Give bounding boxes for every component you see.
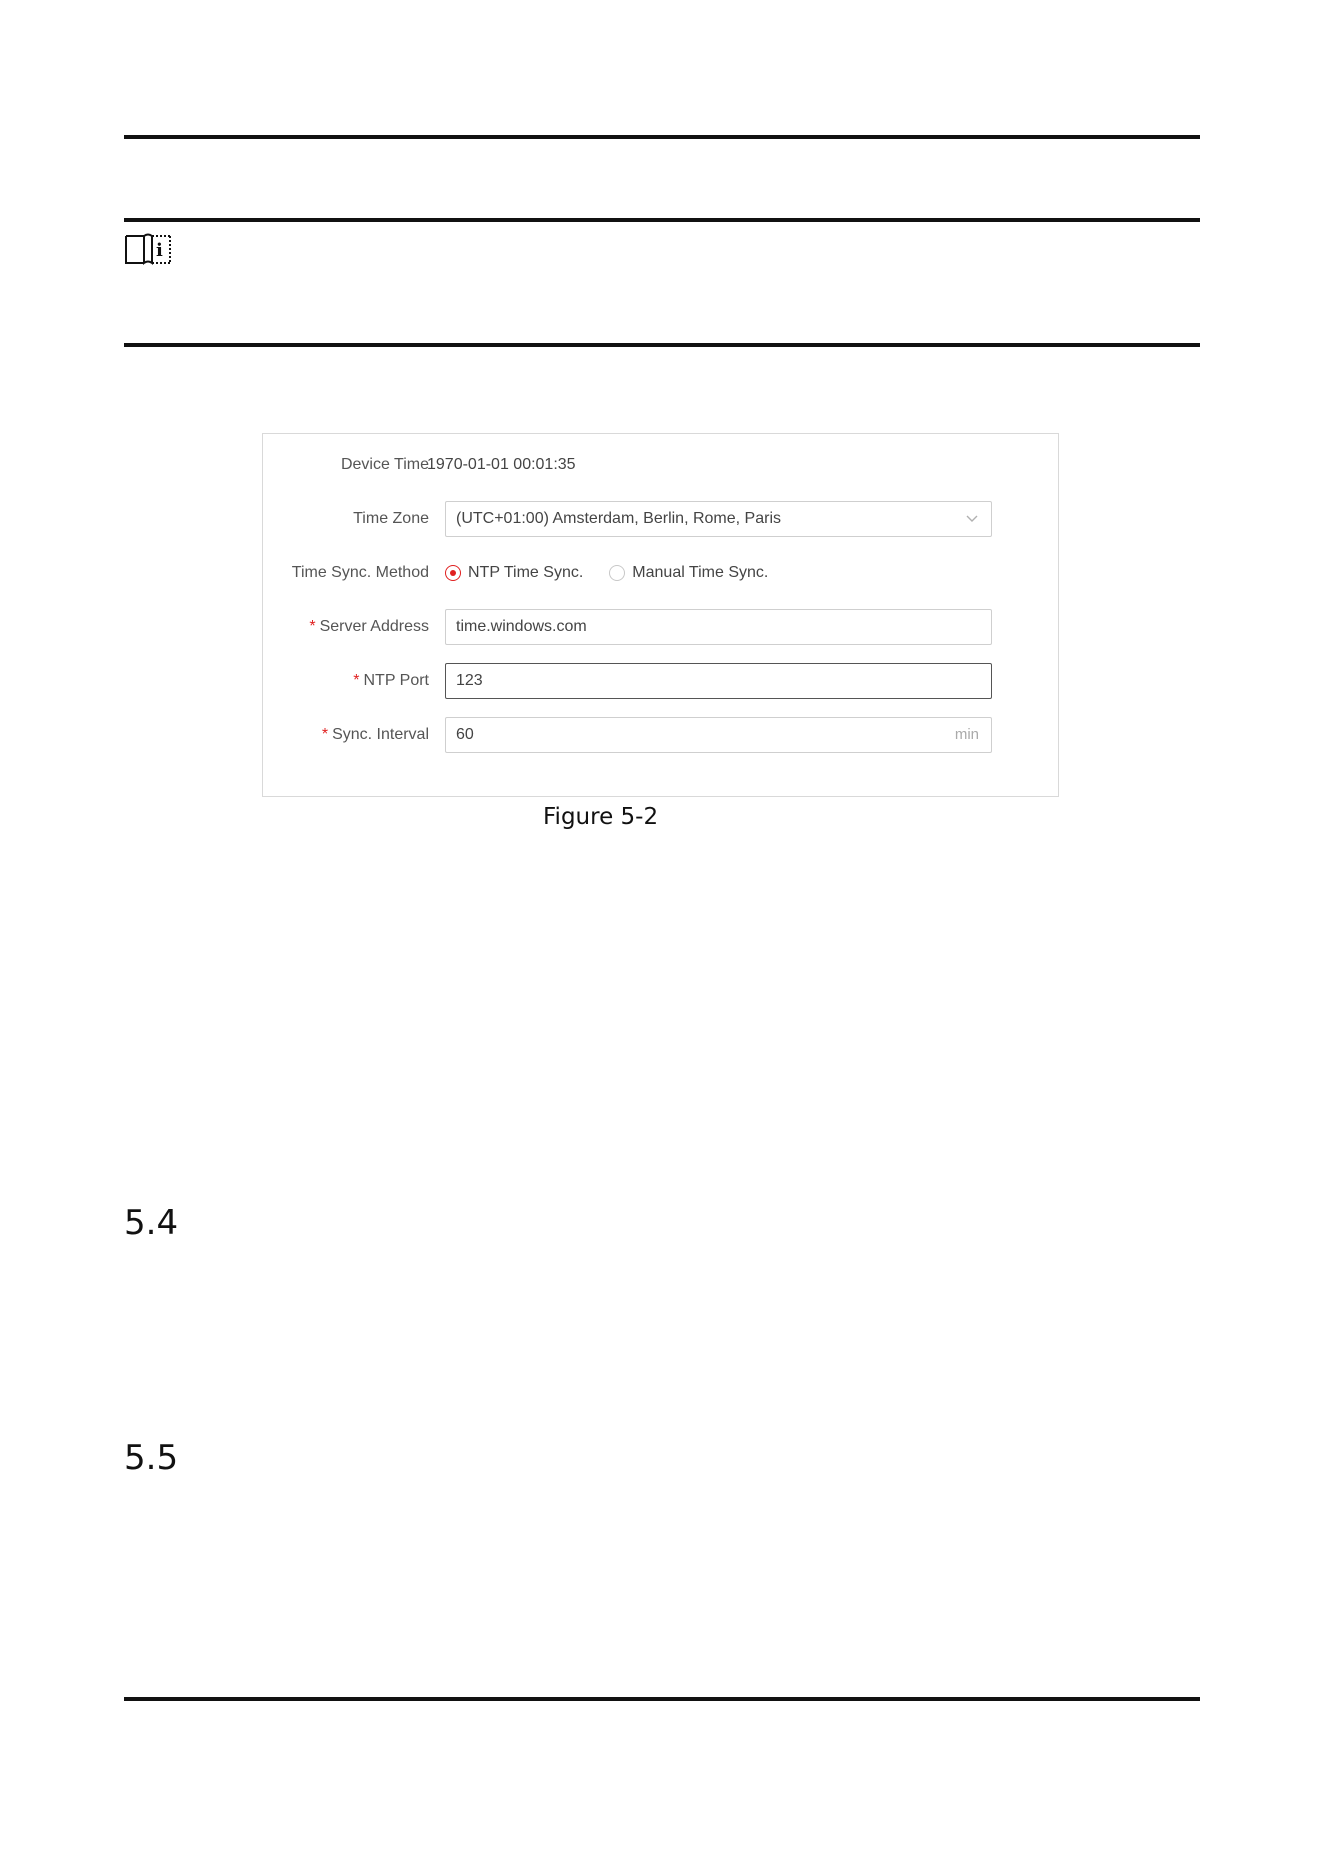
figure-caption: Figure 5-2 [543,804,659,830]
radio-selected-icon [445,565,461,581]
ntp-sync-label: NTP Time Sync. [468,564,584,581]
ntp-sync-radio[interactable] [445,564,583,582]
manual-sync-radio[interactable] [609,564,768,582]
info-book-icon [124,232,172,266]
sync-interval-unit: min [954,726,979,743]
time-settings-screenshot [262,433,1059,797]
sync-interval-label: * Sync. Interval [321,726,429,743]
footer-rule [124,1697,1200,1701]
top-rule [124,135,1200,139]
time-zone-select[interactable] [445,501,992,537]
note-bottom-rule [124,343,1200,347]
ntp-port-row [263,663,1058,699]
svg-text:i: i [156,240,163,261]
ntp-port-label: * NTP Port [353,672,429,689]
note-top-rule [124,218,1200,222]
manual-sync-label: Manual Time Sync. [632,564,769,581]
section-heading-5-4: 5.4 [124,1203,179,1243]
sync-interval-value: 60 [456,726,474,743]
server-address-value: time.windows.com [456,618,587,635]
sync-method-row [263,555,1058,591]
device-time-row [263,447,1058,483]
required-mark: * [353,672,360,689]
device-time-label: Device Time [340,456,429,473]
server-address-row [263,609,1058,645]
section-heading-5-5: 5.5 [124,1438,179,1478]
chevron-down-icon [965,511,979,525]
time-zone-row [263,501,1058,537]
required-mark: * [309,618,316,635]
sync-method-radio-group [445,555,794,591]
sync-interval-input[interactable] [445,717,992,753]
sync-interval-row [263,717,1058,753]
server-address-input[interactable] [445,609,992,645]
time-zone-value: (UTC+01:00) Amsterdam, Berlin, Rome, Paris [456,510,781,527]
radio-unselected-icon [609,565,625,581]
required-mark: * [321,726,329,743]
server-address-label: * Server Address [309,618,429,635]
ntp-port-input[interactable] [445,663,992,699]
sync-method-label: Time Sync. Method [291,564,429,581]
device-time-value: 1970-01-01 00:01:35 [427,456,576,473]
time-zone-label: Time Zone [353,510,429,527]
ntp-port-value: 123 [456,672,483,689]
